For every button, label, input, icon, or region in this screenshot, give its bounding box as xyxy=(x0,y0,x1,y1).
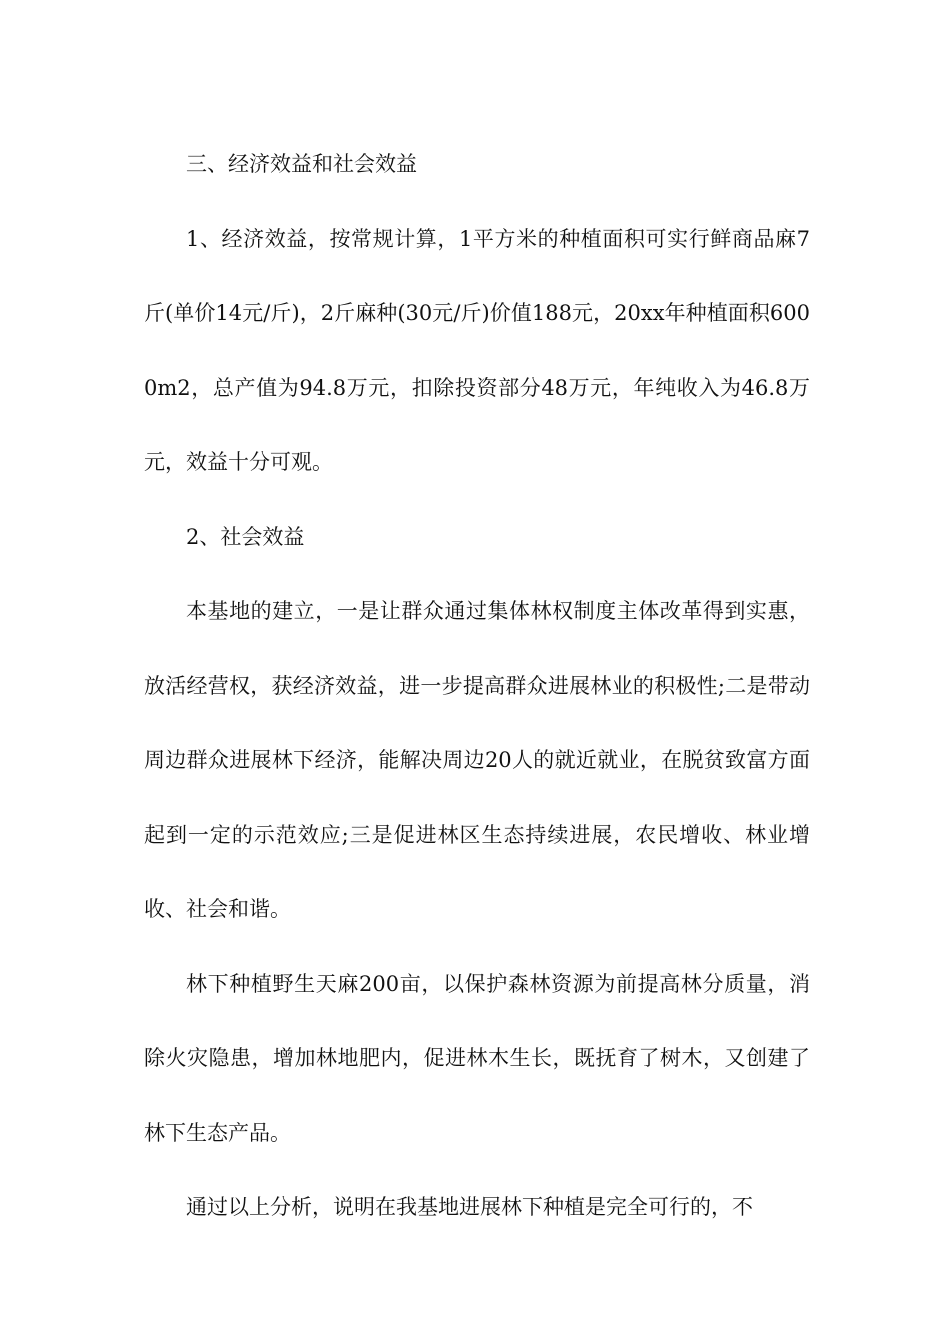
paragraph-social-benefit: 本基地的建立，一是让群众通过集体林权制度主体改革得到实惠，放活经营权，获经济效益，进一步提高群众进展林业的积极性;二是带动周边群众进展林下经济，能解决周边20人的就近就业，在脱贫致富方面起到一定的示范效应;三是促进林区生态持续进展，农民增收、林业增收、社会和谐。 xyxy=(144,599,810,921)
paragraph-conclusion: 通过以上分析，说明在我基地进展林下种植是完全可行的，不 xyxy=(186,1195,753,1219)
section-heading: 三、经济效益和社会效益 xyxy=(186,152,417,176)
paragraph-economic-benefit: 1、经济效益，按常规计算，1平方米的种植面积可实行鲜商品麻7斤(单价14元/斤)，2斤麻种(30元/斤)价值188元，20xx年种植面积6000m2，总产值为94.8万元，扣除投资部分48万元，年纯收入为46.8万元，效益十分可观。 xyxy=(144,226,810,474)
document-body xyxy=(144,127,810,1245)
paragraph-forest-planting: 林下种植野生天麻200亩，以保护森林资源为前提高林分质量，消除火灾隐患，增加林地肥内，促进林木生长，既抚育了树木，又创建了林下生态产品。 xyxy=(144,971,810,1145)
subheading-social-benefit: 2、社会效益 xyxy=(186,524,305,549)
